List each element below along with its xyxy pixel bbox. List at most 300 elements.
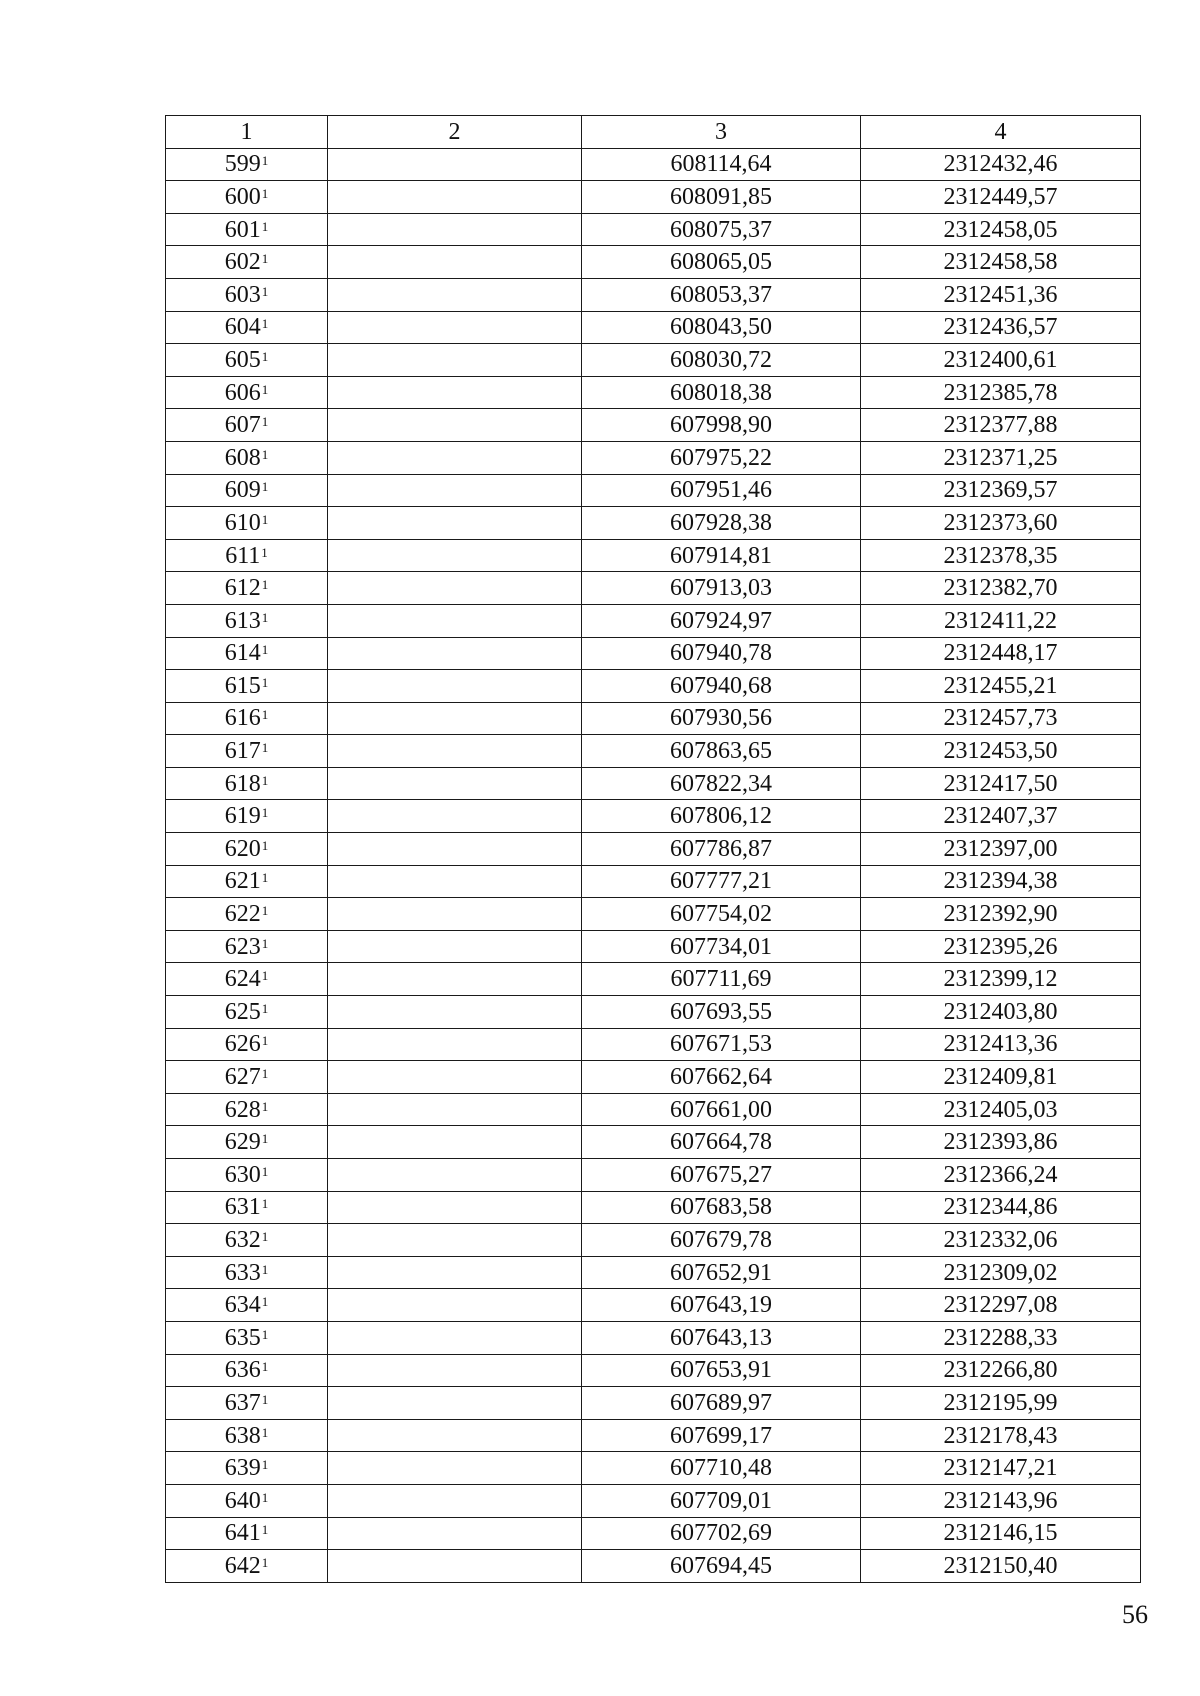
table-row	[166, 344, 1141, 377]
point-number-cell	[166, 474, 328, 507]
point-number-cell	[166, 1256, 328, 1289]
y-coordinate-cell: 2312178,43	[861, 1419, 1141, 1452]
x-coordinate-cell: 608065,05	[582, 246, 861, 279]
name-cell	[328, 604, 582, 637]
name-cell	[328, 344, 582, 377]
table-body	[166, 148, 1141, 1582]
y-coordinate-cell: 2312451,36	[861, 278, 1141, 311]
point-number-superscript: 1	[261, 251, 269, 267]
table-row	[166, 702, 1141, 735]
name-cell	[328, 181, 582, 214]
point-number: 633	[224, 1259, 261, 1286]
name-cell	[328, 1419, 582, 1452]
table-row	[166, 1550, 1141, 1583]
point-number-superscript: 1	[261, 1098, 269, 1114]
table-row	[166, 441, 1141, 474]
point-number-superscript: 1	[261, 1196, 269, 1212]
y-coordinate-cell: 2312409,81	[861, 1061, 1141, 1094]
point-number: 606	[224, 379, 261, 406]
point-number-superscript: 1	[261, 1489, 269, 1505]
y-coordinate-cell: 2312150,40	[861, 1550, 1141, 1583]
y-coordinate-cell: 2312309,02	[861, 1256, 1141, 1289]
name-cell	[328, 637, 582, 670]
point-number-superscript: 1	[261, 381, 269, 397]
table-row	[166, 670, 1141, 703]
point-number: 601	[224, 216, 261, 243]
x-coordinate-cell: 608030,72	[582, 344, 861, 377]
y-coordinate-cell: 2312143,96	[861, 1484, 1141, 1517]
point-number: 622	[224, 901, 261, 928]
point-number-cell	[166, 800, 328, 833]
name-cell	[328, 767, 582, 800]
x-coordinate-cell: 607924,97	[582, 604, 861, 637]
name-cell	[328, 441, 582, 474]
table-row	[166, 735, 1141, 768]
table-row	[166, 1159, 1141, 1192]
point-number-cell	[166, 1191, 328, 1224]
point-number: 639	[224, 1455, 261, 1482]
table-row	[166, 1387, 1141, 1420]
x-coordinate-cell: 608053,37	[582, 278, 861, 311]
x-coordinate-cell: 607940,68	[582, 670, 861, 703]
x-coordinate-cell: 608018,38	[582, 376, 861, 409]
name-cell	[328, 1321, 582, 1354]
x-coordinate-cell: 607699,17	[582, 1419, 861, 1452]
name-cell	[328, 1191, 582, 1224]
point-number-cell	[166, 376, 328, 409]
point-number-superscript: 1	[261, 1554, 269, 1570]
x-coordinate-cell: 607786,87	[582, 833, 861, 866]
name-cell	[328, 409, 582, 442]
y-coordinate-cell: 2312394,38	[861, 865, 1141, 898]
table-row	[166, 833, 1141, 866]
name-cell	[328, 1093, 582, 1126]
point-number-cell	[166, 865, 328, 898]
point-number-cell	[166, 963, 328, 996]
x-coordinate-cell: 607679,78	[582, 1224, 861, 1257]
table-row	[166, 898, 1141, 931]
point-number: 609	[224, 477, 261, 504]
y-coordinate-cell: 2312373,60	[861, 507, 1141, 540]
table-row	[166, 1452, 1141, 1485]
point-number: 613	[224, 607, 261, 634]
name-cell	[328, 246, 582, 279]
point-number-cell	[166, 1126, 328, 1159]
x-coordinate-cell: 607754,02	[582, 898, 861, 931]
table-row	[166, 1419, 1141, 1452]
table-row	[166, 507, 1141, 540]
name-cell	[328, 148, 582, 181]
table-row	[166, 1061, 1141, 1094]
y-coordinate-cell: 2312147,21	[861, 1452, 1141, 1485]
table-row	[166, 376, 1141, 409]
x-coordinate-cell: 607951,46	[582, 474, 861, 507]
table-row	[166, 409, 1141, 442]
point-number: 626	[224, 1031, 261, 1058]
table-row	[166, 148, 1141, 181]
point-number-cell	[166, 898, 328, 931]
x-coordinate-cell: 607777,21	[582, 865, 861, 898]
table-row	[166, 767, 1141, 800]
point-number: 604	[224, 314, 261, 341]
y-coordinate-cell: 2312369,57	[861, 474, 1141, 507]
point-number: 624	[224, 966, 261, 993]
table-row	[166, 1224, 1141, 1257]
point-number: 638	[224, 1422, 261, 1449]
header-col-1: 1	[166, 116, 328, 149]
table-row	[166, 604, 1141, 637]
point-number: 620	[224, 835, 261, 862]
point-number-cell	[166, 409, 328, 442]
point-number-superscript: 1	[261, 348, 269, 364]
point-number-superscript: 1	[261, 1000, 269, 1016]
x-coordinate-cell: 607653,91	[582, 1354, 861, 1387]
point-number-superscript: 1	[261, 1326, 269, 1342]
point-number: 637	[224, 1389, 261, 1416]
point-number: 618	[224, 770, 261, 797]
y-coordinate-cell: 2312395,26	[861, 930, 1141, 963]
point-number: 607	[224, 412, 261, 439]
name-cell	[328, 1289, 582, 1322]
point-number: 619	[224, 803, 261, 830]
x-coordinate-cell: 607822,34	[582, 767, 861, 800]
point-number: 621	[224, 868, 261, 895]
point-number-superscript: 1	[261, 740, 269, 756]
name-cell	[328, 1126, 582, 1159]
name-cell	[328, 1224, 582, 1257]
point-number-cell	[166, 637, 328, 670]
name-cell	[328, 1256, 582, 1289]
name-cell	[328, 1484, 582, 1517]
point-number: 625	[224, 998, 261, 1025]
x-coordinate-cell: 607702,69	[582, 1517, 861, 1550]
name-cell	[328, 1028, 582, 1061]
point-number-superscript: 1	[261, 642, 269, 658]
point-number-superscript: 1	[261, 1033, 269, 1049]
x-coordinate-cell: 608075,37	[582, 213, 861, 246]
point-number: 617	[224, 738, 261, 765]
x-coordinate-cell: 607734,01	[582, 930, 861, 963]
table-row	[166, 996, 1141, 1029]
header-col-4: 4	[861, 116, 1141, 149]
point-number-superscript: 1	[261, 968, 269, 984]
x-coordinate-cell: 607863,65	[582, 735, 861, 768]
point-number: 631	[224, 1194, 261, 1221]
table-row	[166, 1517, 1141, 1550]
y-coordinate-cell: 2312458,05	[861, 213, 1141, 246]
table-header-row	[166, 116, 1141, 149]
x-coordinate-cell: 607930,56	[582, 702, 861, 735]
point-number: 602	[224, 249, 261, 276]
point-number-superscript: 1	[261, 1294, 269, 1310]
table-row	[166, 1484, 1141, 1517]
y-coordinate-cell: 2312366,24	[861, 1159, 1141, 1192]
name-cell	[328, 800, 582, 833]
y-coordinate-cell: 2312288,33	[861, 1321, 1141, 1354]
table-row	[166, 311, 1141, 344]
x-coordinate-cell: 607710,48	[582, 1452, 861, 1485]
point-number-superscript: 1	[261, 1131, 269, 1147]
point-number-cell	[166, 1452, 328, 1485]
table-row	[166, 1093, 1141, 1126]
table-row	[166, 1256, 1141, 1289]
point-number-superscript: 1	[261, 1391, 269, 1407]
name-cell	[328, 507, 582, 540]
name-cell	[328, 1387, 582, 1420]
name-cell	[328, 376, 582, 409]
point-number: 610	[224, 509, 261, 536]
y-coordinate-cell: 2312432,46	[861, 148, 1141, 181]
point-number: 640	[224, 1487, 261, 1514]
x-coordinate-cell: 608043,50	[582, 311, 861, 344]
point-number-cell	[166, 930, 328, 963]
name-cell	[328, 1354, 582, 1387]
point-number: 616	[224, 705, 261, 732]
x-coordinate-cell: 607913,03	[582, 572, 861, 605]
point-number-cell	[166, 670, 328, 703]
point-number: 630	[224, 1161, 261, 1188]
y-coordinate-cell: 2312378,35	[861, 539, 1141, 572]
point-number-cell	[166, 1159, 328, 1192]
y-coordinate-cell: 2312392,90	[861, 898, 1141, 931]
point-number-cell	[166, 1061, 328, 1094]
y-coordinate-cell: 2312448,17	[861, 637, 1141, 670]
name-cell	[328, 1550, 582, 1583]
x-coordinate-cell: 607975,22	[582, 441, 861, 474]
table-row	[166, 213, 1141, 246]
x-coordinate-cell: 607940,78	[582, 637, 861, 670]
point-number-cell	[166, 996, 328, 1029]
point-number-cell	[166, 1484, 328, 1517]
point-number-superscript: 1	[261, 1261, 269, 1277]
point-number-superscript: 1	[261, 707, 269, 723]
name-cell	[328, 702, 582, 735]
y-coordinate-cell: 2312457,73	[861, 702, 1141, 735]
name-cell	[328, 474, 582, 507]
header-col-3: 3	[582, 116, 861, 149]
table-row	[166, 1126, 1141, 1159]
page-number: 56	[1122, 1600, 1148, 1629]
x-coordinate-cell: 607998,90	[582, 409, 861, 442]
y-coordinate-cell: 2312397,00	[861, 833, 1141, 866]
point-number-superscript: 1	[261, 1522, 269, 1538]
table-row	[166, 930, 1141, 963]
name-cell	[328, 539, 582, 572]
x-coordinate-cell: 607652,91	[582, 1256, 861, 1289]
name-cell	[328, 311, 582, 344]
point-number-cell	[166, 572, 328, 605]
point-number: 641	[224, 1520, 261, 1547]
table-row	[166, 1354, 1141, 1387]
coordinates-table	[165, 115, 1141, 1583]
x-coordinate-cell: 607683,58	[582, 1191, 861, 1224]
point-number-cell	[166, 1028, 328, 1061]
point-number-cell	[166, 1093, 328, 1126]
point-number-superscript: 1	[261, 870, 269, 886]
table-row	[166, 181, 1141, 214]
point-number-superscript: 1	[261, 1359, 269, 1375]
point-number: 612	[224, 575, 261, 602]
point-number-cell	[166, 833, 328, 866]
point-number-cell	[166, 1354, 328, 1387]
table-row	[166, 1191, 1141, 1224]
y-coordinate-cell: 2312411,22	[861, 604, 1141, 637]
name-cell	[328, 572, 582, 605]
table-row	[166, 572, 1141, 605]
point-number-cell	[166, 1224, 328, 1257]
point-number-cell	[166, 344, 328, 377]
table-row	[166, 278, 1141, 311]
y-coordinate-cell: 2312297,08	[861, 1289, 1141, 1322]
point-number-cell	[166, 507, 328, 540]
y-coordinate-cell: 2312266,80	[861, 1354, 1141, 1387]
y-coordinate-cell: 2312195,99	[861, 1387, 1141, 1420]
point-number: 635	[224, 1324, 261, 1351]
x-coordinate-cell: 607709,01	[582, 1484, 861, 1517]
x-coordinate-cell: 607806,12	[582, 800, 861, 833]
point-number-cell	[166, 539, 328, 572]
point-number-superscript: 1	[261, 153, 269, 169]
name-cell	[328, 963, 582, 996]
x-coordinate-cell: 608114,64	[582, 148, 861, 181]
point-number-superscript: 1	[261, 1424, 269, 1440]
name-cell	[328, 670, 582, 703]
point-number-cell	[166, 213, 328, 246]
point-number-cell	[166, 148, 328, 181]
point-number: 599	[224, 151, 261, 178]
point-number-superscript: 1	[261, 511, 269, 527]
point-number-superscript: 1	[261, 609, 269, 625]
point-number-superscript: 1	[261, 479, 269, 495]
point-number-superscript: 1	[261, 837, 269, 853]
point-number-superscript: 1	[261, 772, 269, 788]
name-cell	[328, 1061, 582, 1094]
y-coordinate-cell: 2312332,06	[861, 1224, 1141, 1257]
point-number-superscript: 1	[261, 544, 268, 560]
name-cell	[328, 213, 582, 246]
y-coordinate-cell: 2312413,36	[861, 1028, 1141, 1061]
x-coordinate-cell: 607928,38	[582, 507, 861, 540]
table-row	[166, 865, 1141, 898]
y-coordinate-cell: 2312417,50	[861, 767, 1141, 800]
point-number-superscript: 1	[261, 1457, 269, 1473]
x-coordinate-cell: 607643,13	[582, 1321, 861, 1354]
point-number: 614	[224, 640, 261, 667]
point-number-cell	[166, 767, 328, 800]
point-number-cell	[166, 1387, 328, 1420]
point-number: 627	[224, 1064, 261, 1091]
point-number: 600	[224, 183, 261, 210]
name-cell	[328, 1452, 582, 1485]
point-number-superscript: 1	[261, 805, 269, 821]
name-cell	[328, 833, 582, 866]
y-coordinate-cell: 2312371,25	[861, 441, 1141, 474]
point-number-superscript: 1	[261, 674, 269, 690]
point-number: 632	[224, 1226, 261, 1253]
x-coordinate-cell: 607671,53	[582, 1028, 861, 1061]
y-coordinate-cell: 2312146,15	[861, 1517, 1141, 1550]
point-number-superscript: 1	[261, 283, 269, 299]
point-number-cell	[166, 1289, 328, 1322]
name-cell	[328, 735, 582, 768]
point-number: 629	[224, 1129, 261, 1156]
table-row	[166, 1289, 1141, 1322]
name-cell	[328, 1159, 582, 1192]
table-row	[166, 1321, 1141, 1354]
point-number-cell	[166, 702, 328, 735]
y-coordinate-cell: 2312399,12	[861, 963, 1141, 996]
table-row	[166, 246, 1141, 279]
y-coordinate-cell: 2312449,57	[861, 181, 1141, 214]
point-number-superscript: 1	[261, 218, 269, 234]
x-coordinate-cell: 607694,45	[582, 1550, 861, 1583]
y-coordinate-cell: 2312385,78	[861, 376, 1141, 409]
name-cell	[328, 996, 582, 1029]
name-cell	[328, 930, 582, 963]
y-coordinate-cell: 2312382,70	[861, 572, 1141, 605]
y-coordinate-cell: 2312405,03	[861, 1093, 1141, 1126]
point-number-superscript: 1	[261, 1163, 269, 1179]
point-number: 603	[224, 281, 261, 308]
name-cell	[328, 898, 582, 931]
point-number-cell	[166, 1321, 328, 1354]
point-number-cell	[166, 604, 328, 637]
point-number: 628	[224, 1096, 261, 1123]
x-coordinate-cell: 607661,00	[582, 1093, 861, 1126]
point-number-superscript: 1	[261, 446, 269, 462]
table-row	[166, 1028, 1141, 1061]
point-number: 636	[224, 1357, 261, 1384]
x-coordinate-cell: 607675,27	[582, 1159, 861, 1192]
point-number: 608	[224, 444, 261, 471]
table-row	[166, 474, 1141, 507]
point-number: 605	[224, 346, 261, 373]
header-col-2: 2	[328, 116, 582, 149]
y-coordinate-cell: 2312453,50	[861, 735, 1141, 768]
point-number-cell	[166, 1517, 328, 1550]
point-number-cell	[166, 311, 328, 344]
name-cell	[328, 278, 582, 311]
point-number-superscript: 1	[261, 935, 269, 951]
table-row	[166, 539, 1141, 572]
table-row	[166, 963, 1141, 996]
point-number-cell	[166, 735, 328, 768]
x-coordinate-cell: 607662,64	[582, 1061, 861, 1094]
point-number: 642	[224, 1552, 261, 1579]
x-coordinate-cell: 607914,81	[582, 539, 861, 572]
point-number-cell	[166, 1550, 328, 1583]
y-coordinate-cell: 2312344,86	[861, 1191, 1141, 1224]
y-coordinate-cell: 2312455,21	[861, 670, 1141, 703]
y-coordinate-cell: 2312407,37	[861, 800, 1141, 833]
point-number-superscript: 1	[261, 185, 269, 201]
point-number: 634	[224, 1292, 261, 1319]
y-coordinate-cell: 2312377,88	[861, 409, 1141, 442]
point-number: 623	[224, 933, 261, 960]
point-number-superscript: 1	[261, 414, 269, 430]
point-number-cell	[166, 441, 328, 474]
point-number-superscript: 1	[261, 1066, 269, 1082]
point-number-cell	[166, 246, 328, 279]
x-coordinate-cell: 608091,85	[582, 181, 861, 214]
point-number-cell	[166, 1419, 328, 1452]
x-coordinate-cell: 607689,97	[582, 1387, 861, 1420]
point-number-cell	[166, 278, 328, 311]
x-coordinate-cell: 607711,69	[582, 963, 861, 996]
point-number: 611	[225, 542, 261, 569]
point-number-superscript: 1	[261, 1228, 269, 1244]
point-number-superscript: 1	[261, 316, 269, 332]
